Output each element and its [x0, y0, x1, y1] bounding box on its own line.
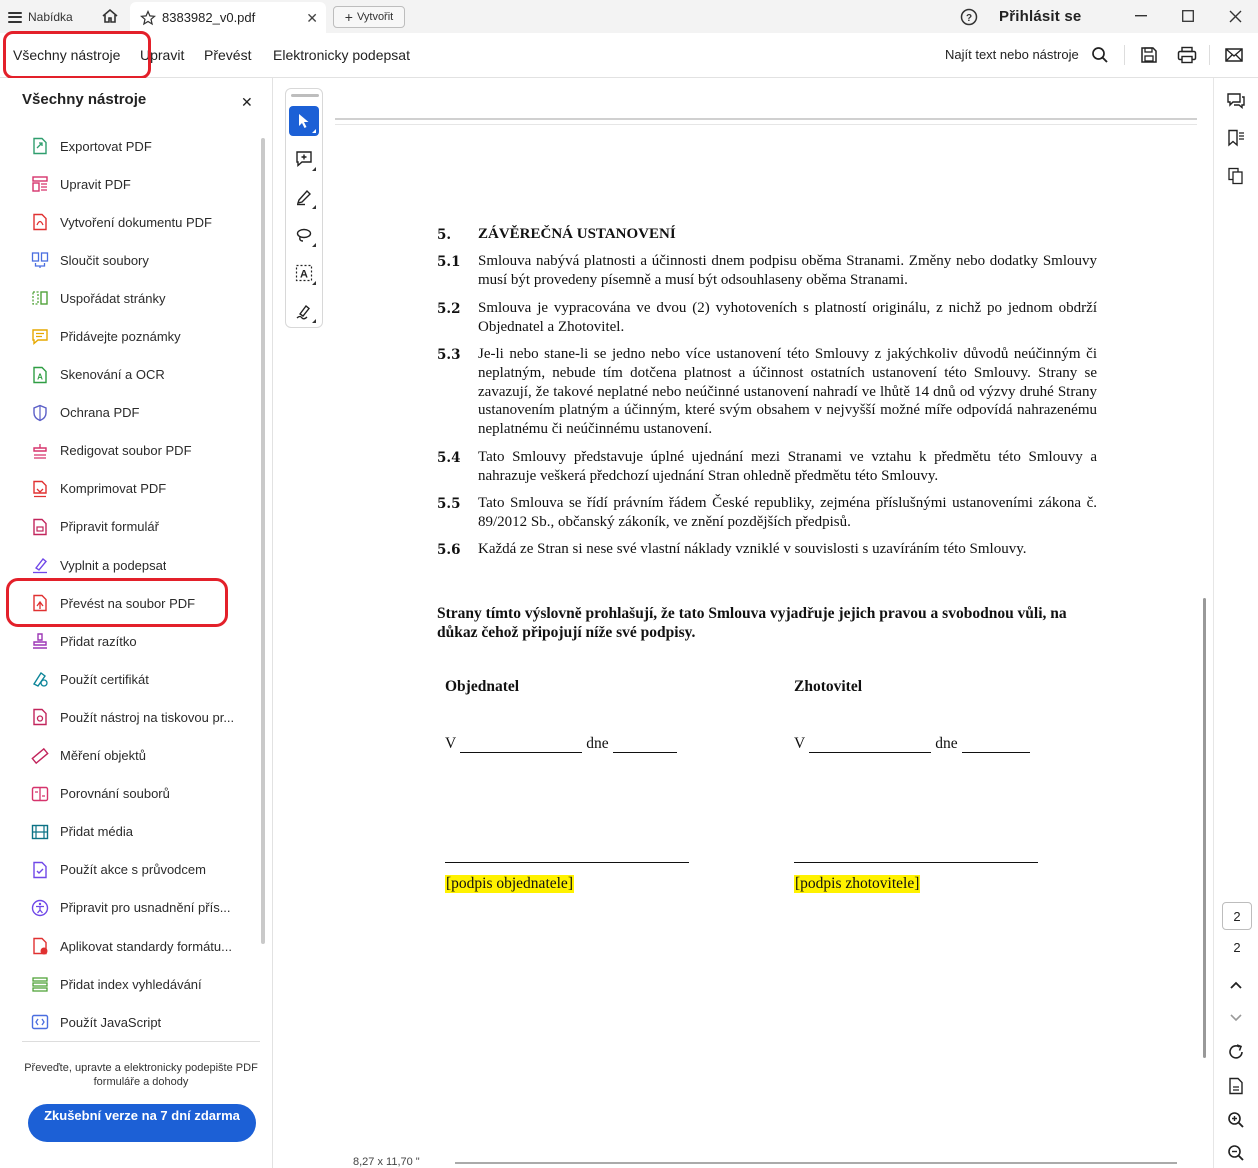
tool-item-label: Skenování a OCR	[60, 367, 165, 383]
main-menu-label: Nabídka	[28, 10, 73, 24]
tool-item-compare-files[interactable]	[0, 775, 258, 813]
maximize-button[interactable]	[1173, 4, 1203, 28]
sign-in-button[interactable]: Přihlásit se	[999, 8, 1082, 25]
tool-item-protect-pdf[interactable]	[0, 394, 258, 432]
clause-number: 5.2	[437, 301, 461, 317]
lasso-icon	[295, 226, 313, 244]
next-page-icon[interactable]	[1225, 1006, 1247, 1028]
place-blank	[460, 739, 582, 753]
tool-item-label: Použít nástroj na tiskovou pr...	[60, 709, 235, 725]
close-window-button[interactable]	[1220, 4, 1250, 28]
tool-item-add-comments[interactable]	[0, 317, 258, 355]
star-icon[interactable]	[140, 10, 156, 26]
clause-text: Je-li nebo stane-li se jedno nebo více ustanovení této Smlouvy z jakýchkoliv důvodů neúčinným či neplatným, nebude tím dotčena platnost a účinnost ostatních ustanovení této Smlouvy. Strany se zavazují, že takové neplatné nebo neúčinné ustanovení nahradí ve lhůtě 14 dnů od výzvy druhé Strany ustanovením platným a účinným, které svým obsahem v nejvyšší možné míře odpovídá nahrazenému neplatnému či neúčinnému ustanovení.	[478, 346, 1097, 438]
tool-item-label: Přidat média	[60, 824, 133, 840]
tool-item-label: Vytvoření dokumentu PDF	[60, 214, 212, 230]
fit-page-icon[interactable]	[1225, 1075, 1247, 1097]
menu-edit[interactable]: Upravit	[140, 47, 185, 63]
print-icon[interactable]	[1176, 44, 1198, 66]
date-blank	[613, 739, 677, 753]
compress-pdf-icon	[31, 480, 49, 498]
right-rail	[1213, 78, 1258, 1168]
home-icon	[101, 8, 119, 24]
place-blank	[809, 739, 931, 753]
add-comments-icon	[31, 328, 49, 346]
close-panel-icon[interactable]: ✕	[241, 94, 253, 110]
page-edge	[335, 118, 1197, 120]
red-highlight-all-tools	[3, 31, 151, 79]
tool-item-measure[interactable]	[0, 737, 258, 775]
quick-tools-bar	[285, 88, 323, 328]
cursor-icon	[297, 113, 311, 129]
panel-scrollbar[interactable]	[261, 138, 265, 944]
text-select-icon	[295, 264, 313, 282]
tool-item-certificate[interactable]	[0, 660, 258, 698]
title-bar	[0, 0, 1258, 33]
javascript-icon	[31, 1013, 49, 1031]
fill-sign-icon	[31, 556, 49, 574]
add-media-icon	[31, 823, 49, 841]
tool-item-label: Přidávejte poznámky	[60, 329, 181, 345]
date-word: dne	[935, 735, 958, 752]
free-trial-button[interactable]: Zkušební verze na 7 dní zdarma	[28, 1104, 256, 1142]
party-contractor: Zhotovitel	[794, 678, 863, 695]
place-date-line-client	[445, 735, 681, 753]
place-prefix: V	[794, 735, 806, 752]
create-label: Vytvořit	[356, 11, 394, 23]
document-vertical-scrollbar[interactable]	[1203, 598, 1206, 1058]
mail-icon[interactable]	[1223, 44, 1245, 66]
panel-divider	[22, 1041, 260, 1042]
close-icon	[1229, 10, 1242, 23]
tool-item-label: Připravit formulář	[60, 519, 159, 535]
tool-item-combine-files[interactable]	[0, 241, 258, 279]
edit-pdf-icon	[31, 175, 49, 193]
stamp-icon	[31, 632, 49, 650]
search-icon[interactable]	[1089, 44, 1111, 66]
signature-line-contractor	[794, 862, 1038, 863]
pages-icon[interactable]	[1225, 165, 1247, 187]
print-production-icon	[31, 708, 49, 726]
redact-pdf-icon	[31, 442, 49, 460]
current-page-input[interactable]: 2	[1222, 902, 1252, 930]
clause-number: 5.5	[437, 496, 461, 512]
total-pages: 2	[1233, 940, 1241, 955]
tool-item-label: Upravit PDF	[60, 176, 131, 192]
clause-text: Každá ze Stran si nese své vlastní náklady vzniklé v souvislosti s uzavíráním této Smlouvy.	[478, 541, 1027, 557]
tool-item-label: Měření objektů	[60, 748, 146, 764]
tool-item-edit-pdf[interactable]	[0, 165, 258, 203]
minimize-button[interactable]	[1126, 4, 1156, 28]
toolbar-grip[interactable]	[291, 94, 319, 97]
svg-text:?: ?	[965, 13, 973, 24]
clause-text: Tato Smlouva se řídí právním řádem České republiky, zejména příslušnými ustanoveními zákona č. 89/2012 Sb., občanský zákoník, ve znění pozdějších předpisů.	[478, 495, 1097, 530]
tool-item-stamp[interactable]	[0, 622, 258, 660]
svg-text:A: A	[37, 372, 43, 382]
clause-text: Tato Smlouvy představuje úplné ujednání mezi Stranami ve vztahu k předmětu této Smlouvy a nahrazuje veškerá předchozí ujednání Stran ohledně předmětu této Smlouvy.	[478, 449, 1097, 484]
menu-e-sign[interactable]: Elektronicky podepsat	[273, 47, 410, 63]
tool-item-prepare-form[interactable]	[0, 508, 258, 546]
tool-item-export-pdf[interactable]	[0, 127, 258, 165]
clause-text: Smlouva je vypracována ve dvou (2) vyhotoveních s platností originálu, z nichž po jednom obdrží Objednatel a Zhotovitel.	[478, 300, 1097, 335]
sign-tool[interactable]	[289, 296, 319, 326]
text-box-tool[interactable]	[289, 258, 319, 288]
tool-item-scan-ocr[interactable]	[0, 356, 258, 394]
plus-icon: +	[344, 9, 353, 25]
clause-number: 5.6	[437, 542, 461, 558]
tool-item-javascript[interactable]	[0, 1003, 258, 1041]
add-comment-tool[interactable]	[289, 144, 319, 174]
tool-item-label: Exportovat PDF	[60, 138, 152, 154]
rotate-icon[interactable]	[1225, 1041, 1247, 1063]
tool-item-label: Sloučit soubory	[60, 252, 149, 268]
zoom-in-icon[interactable]	[1225, 1109, 1247, 1131]
comments-panel-icon[interactable]	[1225, 90, 1247, 112]
place-date-line-contractor	[794, 735, 1034, 753]
bookmarks-icon[interactable]	[1225, 127, 1247, 149]
party-client: Objednatel	[445, 678, 520, 695]
tool-item-search-index[interactable]	[0, 965, 258, 1003]
accessibility-icon	[31, 899, 49, 917]
organize-pages-icon	[31, 289, 49, 307]
tool-item-label: Použít certifikát	[60, 671, 149, 687]
promo-text: Převeďte, upravte a elektronicky podepište PDF formuláře a dohody	[24, 1062, 258, 1088]
clause-text: Smlouva nabývá platnosti a účinnosti dnem podpisu oběma Stranami. Změny nebo dodatky Smlouvy musí být provedeny písemně a musí být odsouhlaseny oběma Stranami.	[478, 253, 1097, 288]
tool-item-label: Vyplnit a podepsat	[60, 557, 167, 573]
export-pdf-icon	[31, 137, 49, 155]
toolbar-divider	[1124, 45, 1125, 65]
tool-item-label: Aplikovat standardy formátu...	[60, 938, 232, 954]
tool-item-add-media[interactable]	[0, 813, 258, 851]
save-icon[interactable]	[1138, 44, 1160, 66]
tool-item-label: Použít JavaScript	[60, 1014, 162, 1030]
place-prefix: V	[445, 735, 457, 752]
toolbar-divider	[1209, 45, 1210, 65]
signature-label-contractor: [podpis zhotovitele]	[795, 875, 920, 892]
tool-item-label: Použít akce s průvodcem	[60, 862, 206, 878]
tool-item-print-production[interactable]	[0, 698, 258, 736]
tool-item-guided-actions[interactable]	[0, 851, 258, 889]
help-icon[interactable]	[960, 8, 978, 26]
declaration-text: Strany tímto výslovně prohlašují, že tato Smlouva vyjadřuje jejich pravou a svobodnou vůli, na důkaz čehož připojují níže své podpisy.	[437, 605, 1067, 641]
document-tab-title: 8383982_v0.pdf	[162, 10, 256, 25]
tool-item-label: Přidat razítko	[60, 633, 137, 649]
tool-item-accessibility[interactable]	[0, 889, 258, 927]
tool-item-label: Přidat index vyhledávání	[60, 976, 202, 992]
tool-item-standards[interactable]	[0, 927, 258, 965]
date-word: dne	[586, 735, 609, 752]
panel-title: Všechny nástroje	[22, 91, 147, 108]
zoom-out-icon[interactable]	[1225, 1142, 1247, 1164]
home-button[interactable]	[98, 5, 122, 27]
close-tab-icon[interactable]: ✕	[306, 10, 318, 26]
minimize-icon	[1135, 15, 1147, 17]
signature-label-client: [podpis objednatele]	[446, 875, 573, 892]
menu-bar	[0, 33, 1258, 78]
document-horizontal-scrollbar[interactable]	[455, 1162, 1177, 1164]
tool-item-label: Redigovat soubor PDF	[60, 443, 192, 459]
tool-item-compress-pdf[interactable]	[0, 470, 258, 508]
prepare-form-icon	[31, 518, 49, 536]
search-index-icon	[31, 975, 49, 993]
tool-item-create-pdf[interactable]	[0, 203, 258, 241]
menu-all-tools[interactable]: Všechny nástroje	[13, 47, 121, 63]
find-text-tools-button[interactable]: Najít text nebo nástroje	[945, 47, 1079, 62]
main-menu-button[interactable]	[8, 7, 73, 27]
draw-tool[interactable]	[289, 220, 319, 250]
tool-item-label: Porovnání souborů	[60, 786, 170, 802]
scan-ocr-icon	[31, 366, 49, 384]
maximize-icon	[1182, 10, 1194, 22]
menu-convert[interactable]: Převést	[204, 47, 252, 63]
tool-item-redact-pdf[interactable]	[0, 432, 258, 470]
protect-pdf-icon	[31, 404, 49, 422]
hamburger-icon	[8, 12, 22, 23]
create-button[interactable]	[333, 6, 405, 28]
tool-item-label: Ochrana PDF	[60, 405, 140, 421]
tool-item-label: Převést na soubor PDF	[60, 595, 196, 611]
previous-page-icon[interactable]	[1225, 974, 1247, 996]
tool-item-label: Uspořádat stránky	[60, 290, 166, 306]
standards-icon	[31, 937, 49, 955]
document-viewer[interactable]	[333, 78, 1198, 1168]
certificate-icon	[31, 670, 49, 688]
red-highlight-certificate	[6, 578, 228, 627]
clause-number: 5.3	[437, 347, 461, 363]
section-heading: ZÁVĚREČNÁ USTANOVENÍ	[478, 226, 676, 242]
document-tab[interactable]	[130, 2, 326, 33]
sign-pen-icon	[295, 302, 313, 320]
combine-files-icon	[31, 251, 49, 269]
marker-icon	[295, 188, 313, 206]
create-pdf-icon	[31, 213, 49, 231]
comment-plus-icon	[295, 150, 313, 168]
tool-item-label: Komprimovat PDF	[60, 481, 167, 497]
compare-files-icon	[31, 785, 49, 803]
section-number: 5.	[437, 227, 452, 243]
signature-line-client	[445, 862, 689, 863]
highlight-tool[interactable]	[289, 182, 319, 212]
svg-text:A: A	[300, 268, 308, 281]
clause-number: 5.1	[437, 254, 461, 270]
page-edge	[335, 124, 1197, 125]
page-size-readout: 8,27 x 11,70 "	[353, 1156, 420, 1168]
select-tool[interactable]	[289, 106, 319, 136]
date-blank	[962, 739, 1030, 753]
clause-number: 5.4	[437, 450, 461, 466]
tool-item-organize-pages[interactable]	[0, 279, 258, 317]
measure-icon	[31, 747, 49, 765]
tool-item-label: Připravit pro usnadnění přís...	[60, 900, 231, 916]
guided-actions-icon	[31, 861, 49, 879]
